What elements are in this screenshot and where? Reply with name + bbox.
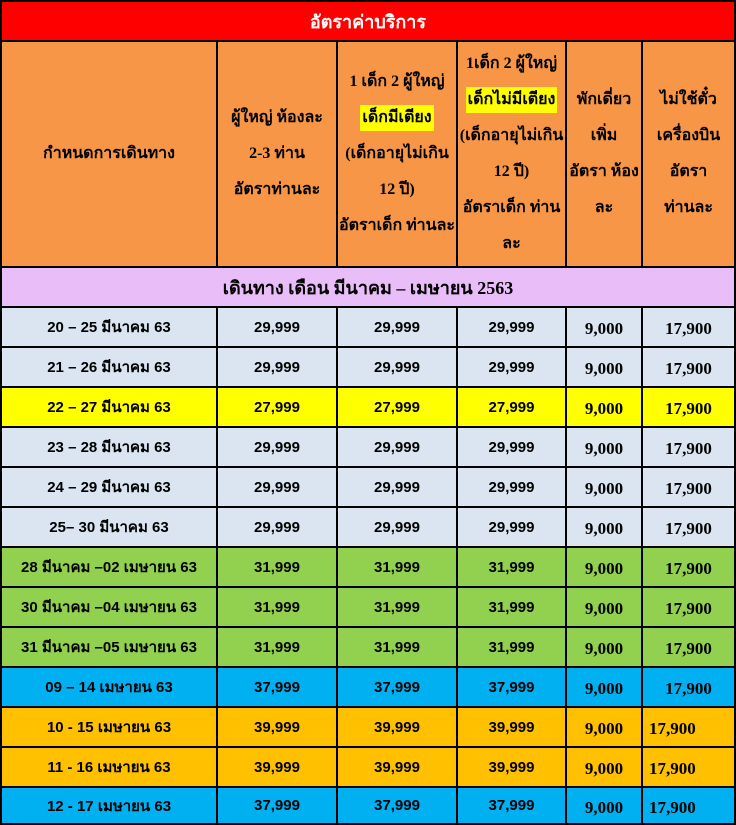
header-line: 12 ปี): [493, 163, 530, 180]
single-supplement-cell: 9,000: [567, 628, 643, 668]
header-line: 1 เด็ก 2 ผู้ใหญ่: [349, 73, 445, 90]
header-travel-dates: [0, 42, 218, 268]
highlight-child-no-bed: เด็กไม่มีเตียง: [466, 87, 558, 113]
child-no-bed-price-cell: 31,999: [458, 628, 567, 668]
travel-dates-cell: 30 มีนาคม –04 เมษายน 63: [0, 588, 218, 628]
child-bed-price-cell: 31,999: [338, 628, 458, 668]
table-row: [0, 628, 736, 668]
child-bed-price-cell: 29,999: [338, 348, 458, 388]
table-row: [0, 428, 736, 468]
adult-price-cell: 29,999: [218, 508, 338, 548]
no-ticket-price-cell: 17,900: [643, 348, 736, 388]
table-row: [0, 388, 736, 428]
header-line: อัตราเด็ก ท่านละ: [339, 217, 455, 234]
travel-dates-cell: 24 – 29 มีนาคม 63: [0, 468, 218, 508]
single-supplement-cell: 9,000: [567, 348, 643, 388]
child-bed-price-cell: 29,999: [338, 508, 458, 548]
travel-dates-cell: 12 - 17 เมษายน 63: [0, 788, 218, 825]
adult-price-cell: 29,999: [218, 348, 338, 388]
child-bed-price-cell: 27,999: [338, 388, 458, 428]
section-heading: เดินทาง เดือน มีนาคม – เมษายน 2563: [0, 268, 736, 308]
no-ticket-price-cell: 17,900: [643, 308, 736, 348]
no-ticket-price-cell: 17,900: [643, 508, 736, 548]
adult-price-cell: 31,999: [218, 588, 338, 628]
child-bed-price-cell: 37,999: [338, 668, 458, 708]
travel-dates-cell: 21 – 26 มีนาคม 63: [0, 348, 218, 388]
single-supplement-cell: 9,000: [567, 428, 643, 468]
header-line: อัตราเด็ก ท่าน: [462, 199, 561, 216]
adult-price-cell: 39,999: [218, 708, 338, 748]
no-ticket-price-cell: 17,900: [643, 628, 736, 668]
header-adult-rate: [218, 42, 338, 268]
single-supplement-cell: 9,000: [567, 588, 643, 628]
adult-price-cell: 29,999: [218, 428, 338, 468]
header-line: พักเดี่ยว: [576, 91, 632, 108]
header-line: ละ: [594, 199, 614, 216]
travel-dates-cell: 11 - 16 เมษายน 63: [0, 748, 218, 788]
adult-price-cell: 37,999: [218, 668, 338, 708]
travel-dates-cell: 09 – 14 เมษายน 63: [0, 668, 218, 708]
highlight-child-with-bed: เด็กมีเตียง: [360, 105, 433, 131]
table-row: [0, 548, 736, 588]
single-supplement-cell: 9,000: [567, 508, 643, 548]
adult-price-cell: 31,999: [218, 548, 338, 588]
child-bed-price-cell: 29,999: [338, 468, 458, 508]
header-line: อัตรา ห้อง: [569, 163, 639, 180]
header-line: เพิ่ม: [590, 127, 618, 144]
table-row: [0, 468, 736, 508]
travel-dates-cell: 28 มีนาคม –02 เมษายน 63: [0, 548, 218, 588]
header-line: 1เด็ก 2 ผู้ใหญ่: [466, 55, 557, 72]
header-line: ผู้ใหญ่ ห้องละ: [231, 109, 323, 126]
header-no-ticket: [643, 42, 736, 268]
no-ticket-price-cell: 17,900: [643, 748, 736, 788]
no-ticket-price-cell: 17,900: [643, 708, 736, 748]
header-line: อัตราท่านละ: [233, 181, 321, 198]
child-bed-price-cell: 29,999: [338, 428, 458, 468]
travel-dates-cell: 20 – 25 มีนาคม 63: [0, 308, 218, 348]
table-body: [0, 308, 736, 825]
header-line: เครื่องบิน: [656, 127, 721, 144]
child-no-bed-price-cell: 29,999: [458, 428, 567, 468]
child-bed-price-cell: 39,999: [338, 748, 458, 788]
child-bed-price-cell: 39,999: [338, 708, 458, 748]
travel-dates-cell: 10 - 15 เมษายน 63: [0, 708, 218, 748]
table-row: [0, 588, 736, 628]
child-no-bed-price-cell: 29,999: [458, 508, 567, 548]
single-supplement-cell: 9,000: [567, 548, 643, 588]
child-no-bed-price-cell: 37,999: [458, 668, 567, 708]
child-no-bed-price-cell: 29,999: [458, 468, 567, 508]
adult-price-cell: 27,999: [218, 388, 338, 428]
travel-dates-cell: 23 – 28 มีนาคม 63: [0, 428, 218, 468]
header-line: (เด็กอายุไม่เกิน: [345, 145, 449, 162]
child-bed-price-cell: 31,999: [338, 548, 458, 588]
single-supplement-cell: 9,000: [567, 748, 643, 788]
child-no-bed-price-cell: 39,999: [458, 708, 567, 748]
header-line: 12 ปี): [379, 181, 415, 198]
table-row: [0, 508, 736, 548]
header-child-with-bed: [338, 42, 458, 268]
travel-dates-cell: 22 – 27 มีนาคม 63: [0, 388, 218, 428]
header-line: กำหนดการเดินทาง: [43, 145, 175, 162]
adult-price-cell: 37,999: [218, 788, 338, 825]
no-ticket-price-cell: 17,900: [643, 788, 736, 825]
child-no-bed-price-cell: 39,999: [458, 748, 567, 788]
travel-dates-cell: 25– 30 มีนาคม 63: [0, 508, 218, 548]
child-no-bed-price-cell: 29,999: [458, 348, 567, 388]
single-supplement-cell: 9,000: [567, 708, 643, 748]
table-row: [0, 308, 736, 348]
header-row: [0, 42, 736, 268]
no-ticket-price-cell: 17,900: [643, 548, 736, 588]
single-supplement-cell: 9,000: [567, 308, 643, 348]
child-no-bed-price-cell: 27,999: [458, 388, 567, 428]
adult-price-cell: 29,999: [218, 308, 338, 348]
header-line: 2-3 ท่าน: [249, 145, 305, 162]
header-child-no-bed: [458, 42, 567, 268]
table-row: [0, 348, 736, 388]
child-bed-price-cell: 29,999: [338, 308, 458, 348]
adult-price-cell: 39,999: [218, 748, 338, 788]
table-row: [0, 748, 736, 788]
no-ticket-price-cell: 17,900: [643, 388, 736, 428]
travel-dates-cell: 31 มีนาคม –05 เมษายน 63: [0, 628, 218, 668]
single-supplement-cell: 9,000: [567, 468, 643, 508]
table-title: อัตราค่าบริการ: [0, 0, 736, 42]
header-line: ละ: [502, 235, 521, 252]
child-no-bed-price-cell: 31,999: [458, 548, 567, 588]
single-supplement-cell: 9,000: [567, 388, 643, 428]
no-ticket-price-cell: 17,900: [643, 668, 736, 708]
single-supplement-cell: 9,000: [567, 668, 643, 708]
child-no-bed-price-cell: 37,999: [458, 788, 567, 825]
table-row: [0, 708, 736, 748]
child-no-bed-price-cell: 31,999: [458, 588, 567, 628]
adult-price-cell: 31,999: [218, 628, 338, 668]
table-row: [0, 788, 736, 825]
child-bed-price-cell: 37,999: [338, 788, 458, 825]
single-supplement-cell: 9,000: [567, 788, 643, 825]
no-ticket-price-cell: 17,900: [643, 588, 736, 628]
header-single-supplement: [567, 42, 643, 268]
child-bed-price-cell: 31,999: [338, 588, 458, 628]
header-line: อัตรา: [669, 163, 708, 180]
table-row: [0, 668, 736, 708]
header-line: ไม่ใช้ตั๋ว: [660, 91, 717, 108]
header-line: ท่านละ: [664, 199, 713, 216]
adult-price-cell: 29,999: [218, 468, 338, 508]
header-line: (เด็กอายุไม่เกิน: [459, 127, 564, 144]
child-no-bed-price-cell: 29,999: [458, 308, 567, 348]
no-ticket-price-cell: 17,900: [643, 428, 736, 468]
no-ticket-price-cell: 17,900: [643, 468, 736, 508]
